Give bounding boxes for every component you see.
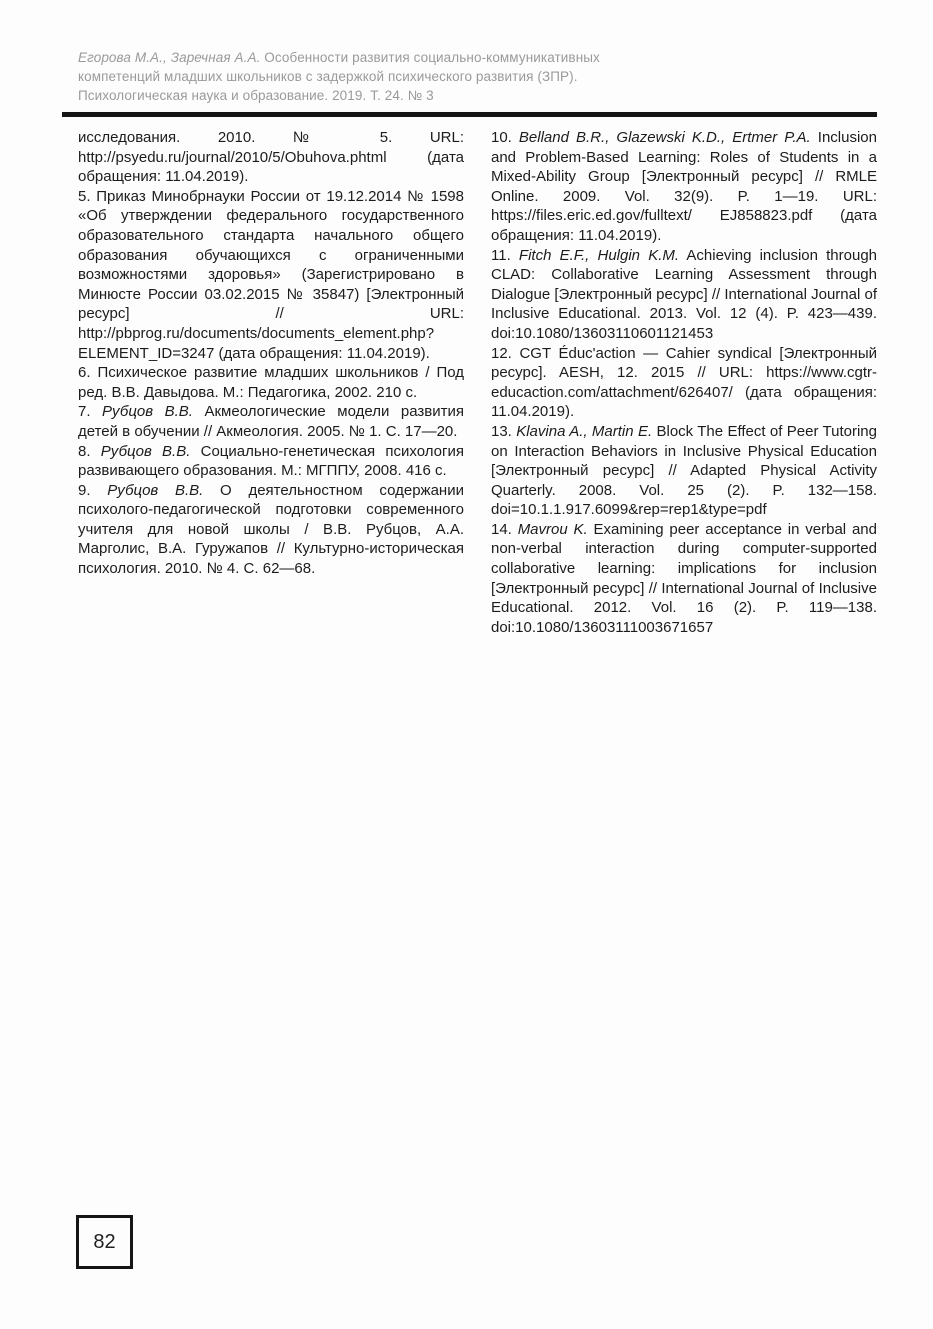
reference-text: исследования. 2010. № 5. URL: http://psyedu.ru/journal/2010/5/Obuhova.phtml (дата обращения: 11.04.2019).: [78, 129, 464, 186]
page-number-box: [76, 1215, 133, 1269]
reference-text: 11.: [491, 246, 519, 264]
reference-text: 10.: [491, 129, 519, 146]
references-right-column: [491, 128, 877, 637]
reference-item: [491, 246, 877, 344]
reference-text: Examining peer acceptance in verbal and non-verbal interaction during computer-supported collaborative learning: implications for inclusion [Электронный ресурс] // International Journal of Inclusive Educational. 2012. Vol. 16 (2). P. 119—138. doi:10.1080/13603111003671657: [491, 520, 877, 636]
reference-text: 6. Психическое развитие младших школьников / Под ред. В.В. Давыдова. М.: Педагогика, 2002. 210 с.: [78, 364, 464, 401]
reference-item: [78, 402, 464, 441]
reference-text: О деятельностном содержании психолого-педагогической подготовки современного учителя для новой школы / В.В. Рубцов, А.А. Марголис, В.А. Гуружапов // Культурно-историческая психология. 2010. № 4. С. 62—68.: [78, 481, 464, 578]
reference-authors: Рубцов В.В.: [107, 481, 204, 499]
references-columns: [78, 128, 877, 637]
reference-item: [491, 128, 877, 246]
header-line-1: [78, 48, 877, 67]
header-title-part: Особенности развития социально-коммуникативных: [260, 50, 600, 65]
reference-text: 9.: [78, 481, 108, 499]
reference-item: [78, 481, 464, 579]
reference-text: Inclusion and Problem-Based Learning: Roles of Students in a Mixed-Ability Group [Электронный ресурс] // RMLE Online. 2009. Vol. 32(9). P. 1—19. URL: https://files.eric.ed.gov/fulltext/ EJ858823.pdf (дата обращения: 11.04.2019).: [491, 129, 877, 244]
reference-text: 5. Приказ Минобрнауки России от 19.12.2014 № 1598 «Об утверждении федерального государственного образовательного стандарта начального общего образования обучающихся с ограниченными возможностями здоровья» (Зарегистрировано в Минюсте России 03.02.2015 № 35847) [Электронный ресурс] // URL: http://pbprog.ru/documents/documents_element.php?ELEMENT_ID=3247 (дата обращения: 11.04.2019).: [78, 187, 464, 362]
reference-text: 12. CGT Éduc'action — Cahier syndical [Электронный ресурс]. AESH, 12. 2015 // URL: https://www.cgtr-educaction.com/attachment/626407/ (дата обращения: 11.04.2019).: [491, 344, 877, 421]
reference-text: Социально-генетическая психология развивающего образования. М.: МГППУ, 2008. 416 с.: [78, 442, 464, 480]
reference-authors: Fitch E.F., Hulgin K.M.: [518, 246, 680, 264]
reference-authors: Рубцов В.В.: [100, 442, 191, 460]
references-left-column: [78, 128, 464, 637]
reference-item: [491, 520, 877, 638]
reference-item: [491, 422, 877, 520]
page-number: 82: [93, 1230, 116, 1253]
reference-item: [78, 187, 464, 363]
reference-item: [491, 344, 877, 422]
header-journal-line: Психологическая наука и образование. 2019. Т. 24. № 3: [78, 88, 434, 103]
header-line-2: компетенций младших школьников с задержкой психического развития (ЗПР).: [78, 69, 578, 84]
reference-authors: Klavina A., Martin E.: [516, 422, 653, 440]
reference-text: Акмеологические модели развития детей в обучении // Акмеология. 2005. № 1. С. 17—20.: [78, 403, 464, 440]
header-rule: [62, 112, 877, 117]
reference-item: [78, 128, 464, 187]
reference-text: 14.: [491, 520, 518, 538]
reference-text: Achieving inclusion through CLAD: Collaborative Learning Assessment through Dialogue [Электронный ресурс] // International Journal of Inclusive Educational. 2013. Vol. 12 (4). P. 423—439. doi:10.1080/13603110601121453: [491, 246, 878, 342]
page-content: [0, 0, 933, 637]
reference-authors: Рубцов В.В.: [102, 403, 193, 421]
running-header: [78, 48, 877, 105]
reference-authors: Belland B.R., Glazewski K.D., Ertmer P.A.: [518, 129, 811, 146]
reference-text: 7.: [78, 403, 103, 421]
reference-item: [78, 442, 464, 481]
reference-text: Block The Effect of Peer Tutoring on Interaction Behaviors in Inclusive Physical Education [Электронный ресурс] // Adapted Physical Activity Quarterly. 2008. Vol. 25 (2). P. 132—158. doi=10.1.1.917.6099&rep=rep1&type=pdf: [491, 422, 877, 519]
header-authors: Егорова М.А., Заречная А.А.: [78, 50, 261, 65]
reference-text: 13.: [491, 422, 517, 440]
reference-authors: Mavrou K.: [517, 520, 588, 538]
reference-text: 8.: [78, 442, 101, 460]
reference-item: [78, 363, 464, 402]
